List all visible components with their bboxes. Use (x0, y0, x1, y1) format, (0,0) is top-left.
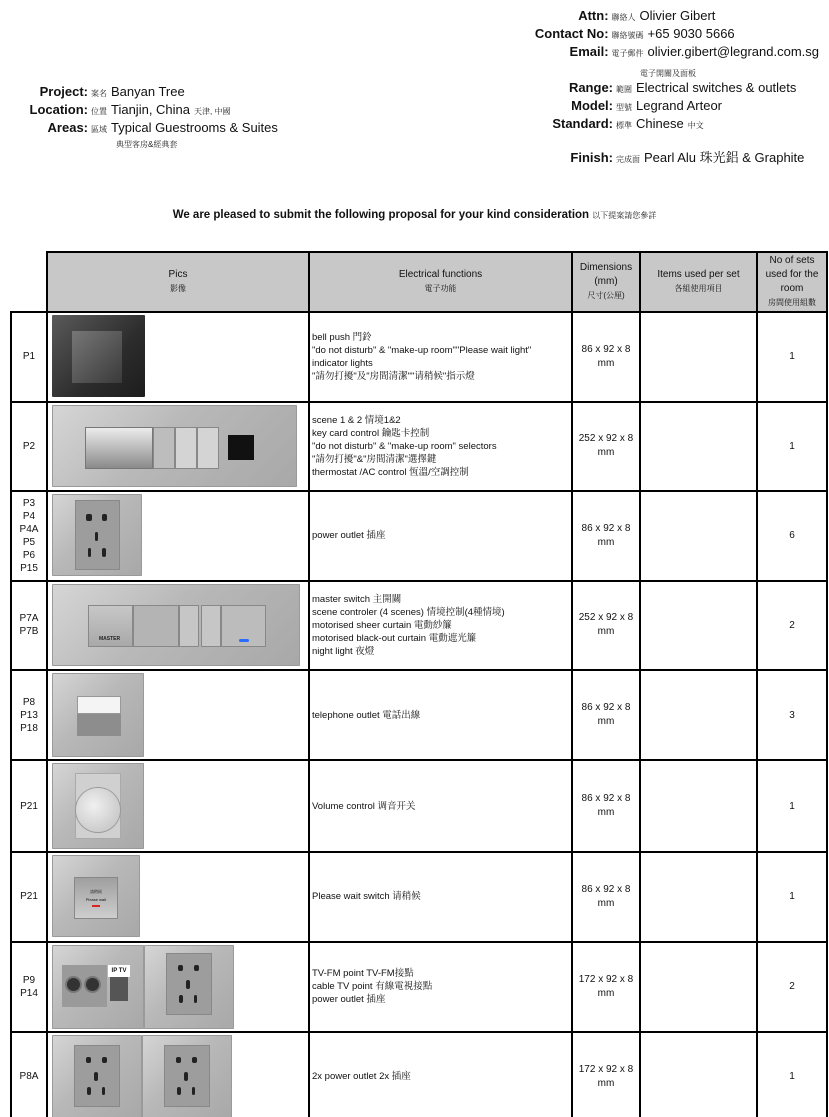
function-line: "請勿打擾"及"房間清潔""请稍候"指示燈 (312, 370, 475, 382)
finish-value: Pearl Alu 珠光鋁 & Graphite (644, 150, 805, 165)
function-line: motorised sheer curtain 電動紗簾 (312, 619, 452, 631)
header-items-label-cn: 各組使用項目 (674, 284, 723, 293)
intro-line (0, 209, 829, 221)
location-row (22, 102, 278, 120)
proposal-table (10, 251, 828, 1117)
keypad-panel (72, 331, 122, 383)
header-sets (757, 252, 827, 312)
product-pictures (52, 494, 304, 576)
night-light-led (239, 639, 249, 642)
email-label-cn: 電子郵件 (611, 49, 644, 58)
row-sets-count: 2 (757, 942, 827, 1032)
reference-code: P14 (20, 987, 38, 999)
project-value: Banyan Tree (111, 84, 185, 99)
row-pictures (47, 491, 309, 581)
row-pictures (47, 1032, 309, 1117)
finish-label-cn: 完成面 (616, 155, 640, 164)
row-reference (11, 852, 47, 942)
outlet-socket (74, 1045, 120, 1107)
table-row (11, 942, 827, 1032)
row-pictures (47, 581, 309, 671)
row-items-per-set (640, 491, 757, 581)
row-items-per-set (640, 1032, 757, 1117)
row-sets-count: 2 (757, 581, 827, 671)
row-reference (11, 312, 47, 402)
power-outlet-image (52, 494, 142, 576)
reference-code: P5 (22, 536, 36, 548)
row-dimensions: 172 x 92 x 8 mm (572, 1032, 640, 1117)
outlet-pin-hole (102, 548, 106, 558)
outlet-pin-hole (102, 1057, 108, 1063)
row-functions (309, 1032, 572, 1117)
range-value-cn: 電子開關及面板 (640, 69, 696, 78)
row-dimensions: 86 x 92 x 8 mm (572, 312, 640, 402)
please-wait-label: Please wait (85, 897, 107, 902)
row-sets-count: 1 (757, 402, 827, 492)
row-dimensions: 86 x 92 x 8 mm (572, 491, 640, 581)
contact-no-label: Contact No: (534, 26, 609, 41)
phone-label-window (77, 696, 121, 714)
email-label: Email: (569, 44, 609, 59)
outlet-pin-hole (87, 1087, 91, 1096)
function-line: "請勿打擾"&"房間清潔"選擇鍵 (312, 453, 437, 465)
row-reference (11, 670, 47, 760)
outlet-socket (166, 953, 212, 1015)
reference-code: P8A (19, 1071, 39, 1082)
power-outlet-image (144, 945, 234, 1029)
please-wait-label-cn: 請稍候 (90, 889, 102, 894)
reference-code: P6 (22, 549, 36, 561)
contact-no-row (503, 26, 819, 44)
master-label: MASTER (99, 635, 121, 642)
row-reference (11, 1032, 47, 1117)
header-items-label: Items used per set (657, 269, 740, 280)
range-label-cn: 範圍 (616, 85, 632, 94)
sheer-curtain-buttons (179, 605, 199, 647)
keycard-thermostat-plate-image (52, 405, 297, 487)
tv-fm-outlet-image (52, 945, 144, 1029)
row-pictures (47, 312, 309, 402)
master-scene-curtain-plate-image (52, 584, 300, 666)
row-functions (309, 581, 572, 671)
row-reference (11, 760, 47, 852)
row-sets-count: 1 (757, 1032, 827, 1117)
table-header-row (11, 252, 827, 312)
function-line: cable TV point 有線電視接點 (312, 981, 433, 992)
please-wait-switch-image (52, 855, 140, 937)
row-items-per-set (640, 760, 757, 852)
header-functions-label: Electrical functions (398, 269, 483, 280)
areas-label-cn: 區域 (91, 125, 107, 134)
scene-controller-buttons (133, 605, 179, 647)
location-label-cn: 位置 (91, 107, 107, 116)
outlet-pin-hole (176, 1057, 182, 1063)
model-value: Legrand Arteor (636, 98, 723, 113)
row-pictures (47, 942, 309, 1032)
function-line: scene controler (4 scenes) 情境控制(4種情境) (312, 606, 505, 618)
function-line: master switch 主開關 (312, 593, 402, 605)
table-row (11, 581, 827, 671)
standard-label-cn: 標準 (616, 121, 632, 130)
standard-value-cn: 中文 (687, 121, 704, 130)
areas-cn-row (22, 138, 278, 152)
rj11-socket (77, 714, 121, 736)
please-wait-red-indicator (92, 905, 100, 907)
table-row (11, 670, 827, 760)
header-dimensions-label: Dimensions (mm) (579, 262, 633, 287)
outlet-pin-hole (102, 1087, 106, 1096)
outlet-pin-hole (194, 965, 200, 971)
areas-value-cn: 典型客房&經典套 (116, 140, 178, 149)
outlet-pin-hole (192, 1057, 198, 1063)
header-sets-label-cn: 房間使用組數 (768, 298, 816, 307)
outlet-pin-hole (178, 965, 184, 971)
row-reference (11, 402, 47, 492)
contact-no-value: +65 9030 5666 (647, 26, 735, 41)
standard-label: Standard: (552, 116, 613, 131)
project-label-cn: 案名 (91, 89, 107, 98)
bell-push-image (52, 315, 145, 397)
row-dimensions: 86 x 92 x 8 mm (572, 670, 640, 760)
range-row (548, 80, 804, 98)
outlet-pin-hole (86, 514, 91, 521)
product-pictures (52, 763, 304, 849)
row-items-per-set (640, 852, 757, 942)
range-cn-row (548, 68, 804, 80)
row-items-per-set (640, 942, 757, 1032)
row-reference (11, 581, 47, 671)
intro-text: We are pleased to submit the following proposal for your kind consideration (172, 209, 590, 221)
row-dimensions: 86 x 92 x 8 mm (572, 760, 640, 852)
tv-coax-socket (67, 978, 80, 991)
reference-code: P8 (22, 696, 36, 708)
table-row (11, 1032, 827, 1117)
reference-code: P2 (22, 440, 36, 452)
outlet-pin-hole (86, 1057, 92, 1063)
areas-value: Typical Guestrooms & Suites (111, 120, 278, 135)
contact-block (503, 8, 819, 62)
row-reference (11, 491, 47, 581)
function-line: 2x power outlet 2x 插座 (312, 1071, 411, 1082)
table-row (11, 852, 827, 942)
row-pictures (47, 852, 309, 942)
function-line: indicator lights (312, 357, 373, 369)
attn-label-cn: 聯絡人 (611, 13, 636, 22)
function-line: "do not disturb" & "make-up room""Please wait light" (312, 344, 532, 356)
function-line: power outlet 插座 (312, 530, 386, 542)
function-line: night light 夜燈 (312, 645, 375, 657)
location-value: Tianjin, China (111, 102, 191, 117)
product-pictures (52, 673, 304, 757)
attn-label: Attn: (578, 8, 609, 23)
ip-tv-socket (110, 977, 128, 1001)
outlet-pin-hole (94, 1072, 98, 1081)
row-functions (309, 942, 572, 1032)
reference-code: P15 (20, 562, 38, 574)
row-pictures (47, 760, 309, 852)
email-value[interactable]: olivier.gibert@legrand.com.sg (647, 44, 819, 59)
location-label: Location: (29, 102, 88, 117)
areas-label: Areas: (47, 120, 88, 135)
outlet-socket (75, 500, 120, 570)
intro-text-cn: 以下提案請您參詳 (592, 211, 657, 220)
reference-code: P21 (20, 891, 38, 903)
range-value: Electrical switches & outlets (636, 80, 797, 95)
header-dimensions (572, 252, 640, 312)
reference-code: P3 (22, 497, 36, 509)
product-pictures (52, 584, 304, 666)
reference-code: P4 (22, 510, 36, 522)
finish-row (548, 150, 804, 168)
row-items-per-set (640, 402, 757, 492)
function-line: key card control 鑰匙卡控制 (312, 427, 430, 439)
row-dimensions: 172 x 92 x 8 mm (572, 942, 640, 1032)
header-functions (309, 252, 572, 312)
areas-row (22, 120, 278, 138)
reference-code: P21 (20, 800, 38, 812)
reference-code: P13 (20, 709, 38, 721)
project-block (22, 84, 278, 152)
project-label: Project: (39, 84, 88, 99)
function-line: Please wait switch 请稍候 (312, 891, 421, 903)
product-pictures (52, 315, 304, 397)
header-pics (47, 252, 309, 312)
volume-knob (76, 788, 120, 832)
function-line: TV-FM point TV-FM接點 (312, 968, 414, 979)
reference-code: P18 (20, 722, 38, 734)
row-functions (309, 852, 572, 942)
row-dimensions: 86 x 92 x 8 mm (572, 852, 640, 942)
outlet-pin-hole (177, 1087, 181, 1096)
attn-row (503, 8, 819, 26)
table-row (11, 402, 827, 492)
outlet-pin-hole (192, 1087, 196, 1096)
standard-row (548, 116, 804, 134)
row-sets-count: 3 (757, 670, 827, 760)
row-sets-count: 1 (757, 852, 827, 942)
function-line: Volume control 调音开关 (312, 800, 416, 812)
reference-code: P9 (22, 974, 36, 986)
scene-button-1 (175, 427, 197, 469)
model-label: Model: (571, 98, 613, 113)
outlet-pin-hole (179, 995, 183, 1004)
contact-no-label-cn: 聯絡號碼 (611, 31, 644, 40)
table-row (11, 312, 827, 402)
email-row (503, 44, 819, 62)
telephone-outlet-image (52, 673, 144, 757)
row-dimensions: 252 x 92 x 8 mm (572, 402, 640, 492)
spec-block (548, 68, 804, 168)
table-body (11, 312, 827, 1117)
row-functions (309, 670, 572, 760)
location-value-cn: 天津, 中國 (194, 107, 231, 116)
standard-value: Chinese (636, 116, 684, 131)
row-dimensions: 252 x 92 x 8 mm (572, 581, 640, 671)
function-line: thermostat /AC control 恆溫/空調控制 (312, 466, 469, 478)
header-sets-label: No of sets used for the room (765, 255, 819, 294)
range-label: Range: (568, 80, 613, 95)
function-line: power outlet 插座 (312, 994, 386, 1005)
keycard-slot (85, 427, 153, 469)
header-functions-label-cn: 電子功能 (424, 284, 457, 293)
outlet-pin-hole (194, 995, 198, 1004)
function-line: "do not disturb" & "make-up room" selectors (312, 440, 497, 452)
row-sets-count: 1 (757, 312, 827, 402)
outlet-pin-hole (186, 980, 190, 989)
function-line: motorised black-out curtain 電動遮光簾 (312, 632, 477, 644)
row-pictures (47, 402, 309, 492)
row-items-per-set (640, 312, 757, 402)
row-reference (11, 942, 47, 1032)
row-functions (309, 312, 572, 402)
function-line: bell push 門鈴 (312, 331, 372, 343)
scene-button-2 (197, 427, 219, 469)
blackout-curtain-buttons (201, 605, 221, 647)
reference-code: P1 (22, 351, 36, 363)
row-pictures (47, 670, 309, 760)
product-pictures (52, 405, 304, 487)
row-items-per-set (640, 670, 757, 760)
header-items (640, 252, 757, 312)
outlet-pin-hole (95, 532, 99, 542)
row-items-per-set (640, 581, 757, 671)
outlet-pin-hole (102, 514, 107, 521)
attn-value: Olivier Gibert (639, 8, 716, 23)
outlet-pin-hole (88, 548, 92, 558)
finish-label: Finish: (570, 150, 613, 165)
model-label-cn: 型號 (616, 103, 632, 112)
power-outlet-image-1 (52, 1035, 142, 1117)
reference-code: P4A (19, 523, 39, 535)
outlet-socket (164, 1045, 210, 1107)
header-pics-label-cn: 影像 (170, 284, 186, 293)
row-functions (309, 402, 572, 492)
product-pictures (52, 1035, 304, 1117)
outlet-pin-hole (184, 1072, 188, 1081)
header-blank (11, 252, 47, 312)
function-line: telephone outlet 電話出線 (312, 709, 421, 721)
model-row (548, 98, 804, 116)
product-pictures (52, 855, 304, 937)
header-dimensions-label-cn: 尺寸(公厘) (587, 291, 625, 300)
project-row (22, 84, 278, 102)
row-sets-count: 1 (757, 760, 827, 852)
row-functions (309, 491, 572, 581)
reference-code: P7A (19, 613, 39, 625)
row-functions (309, 760, 572, 852)
thermostat-screen (228, 435, 254, 460)
table-row (11, 491, 827, 581)
volume-control-image (52, 763, 144, 849)
table-row (11, 760, 827, 852)
power-outlet-image-2 (142, 1035, 232, 1117)
function-line: scene 1 & 2 情境1&2 (312, 414, 401, 426)
row-sets-count: 6 (757, 491, 827, 581)
header-pics-label: Pics (168, 269, 188, 280)
ip-tv-label: IP TV (108, 965, 130, 977)
dnd-button (153, 427, 175, 469)
reference-code: P7B (19, 626, 39, 638)
product-pictures (52, 945, 304, 1029)
fm-coax-socket (86, 978, 99, 991)
